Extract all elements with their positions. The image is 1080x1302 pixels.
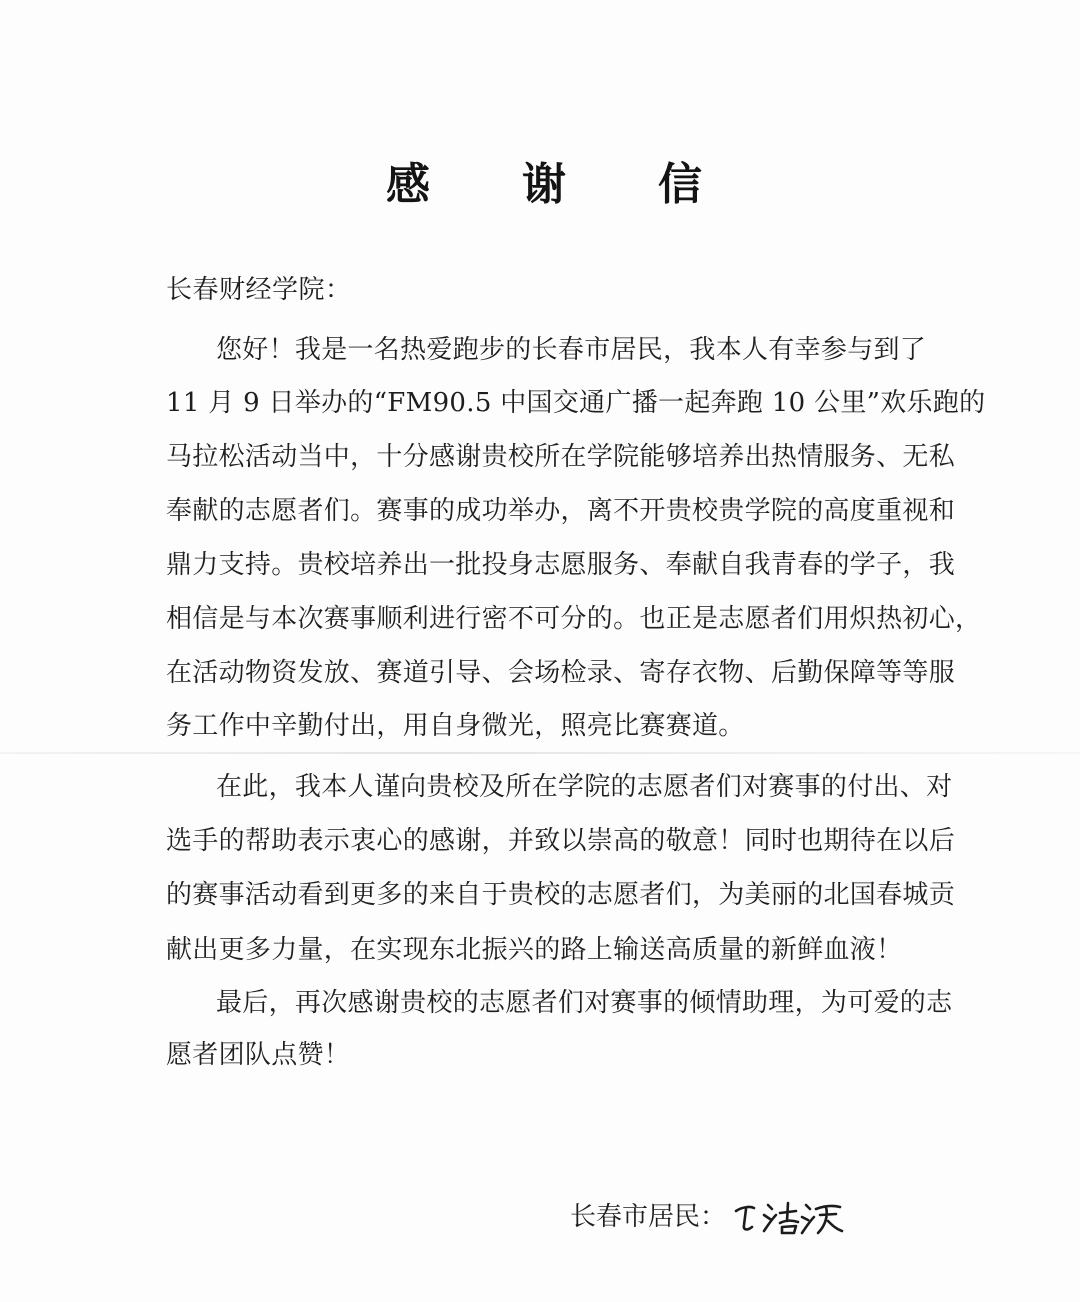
paragraph-line: 在活动物资发放、赛道引导、会场检录、寄存衣物、后勤保障等等服 (166, 658, 956, 688)
paragraph-line: 您好！我是一名热爱跑步的长春市居民，我本人有幸参与到了 (216, 335, 927, 365)
title-char: 谢 (522, 159, 566, 210)
title-char: 信 (658, 159, 702, 210)
paragraph-line: 务工作中辛勤付出，用自身微光，照亮比赛赛道。 (166, 711, 745, 741)
paragraph-line: 献出更多力量，在实现东北振兴的路上输送高质量的新鲜血液！ (166, 935, 903, 965)
handwritten-signature (730, 1195, 850, 1239)
paragraph-line: 愿者团队点赞！ (166, 1040, 351, 1070)
signature-label: 长春市居民： (570, 1202, 727, 1232)
paragraph-line: 在此，我本人谨向贵校及所在学院的志愿者们对赛事的付出、对 (216, 772, 953, 802)
paragraph-line: 奉献的志愿者们。赛事的成功举办，离不开贵校贵学院的高度重视和 (166, 496, 956, 526)
paragraph-line: 鼎力支持。贵校培养出一批投身志愿服务、奉献自我青春的学子，我 (166, 550, 956, 580)
paragraph-line: 选手的帮助表示衷心的感谢，并致以崇高的敬意！同时也期待在以后 (166, 826, 956, 856)
paragraph-line: 马拉松活动当中，十分感谢贵校所在学院能够培养出热情服务、无私 (166, 442, 956, 472)
paragraph-line: 相信是与本次赛事顺利进行密不可分的。也正是志愿者们用炽热初心， (166, 604, 982, 634)
paper-fold-line (0, 752, 1080, 754)
signature-block (570, 1195, 850, 1239)
salutation: 长春财经学院： (166, 275, 352, 305)
paragraph-line: 11 月 9 日举办的“FM90.5 中国交通广播一起奔跑 10 公里”欢乐跑的 (166, 388, 986, 418)
paragraph-line: 最后，再次感谢贵校的志愿者们对赛事的倾情助理，为可爱的志 (216, 988, 953, 1018)
letter-title (0, 150, 1080, 220)
paragraph-line: 的赛事活动看到更多的来自于贵校的志愿者们，为美丽的北国春城贡 (166, 880, 956, 910)
title-char: 感 (386, 159, 430, 210)
